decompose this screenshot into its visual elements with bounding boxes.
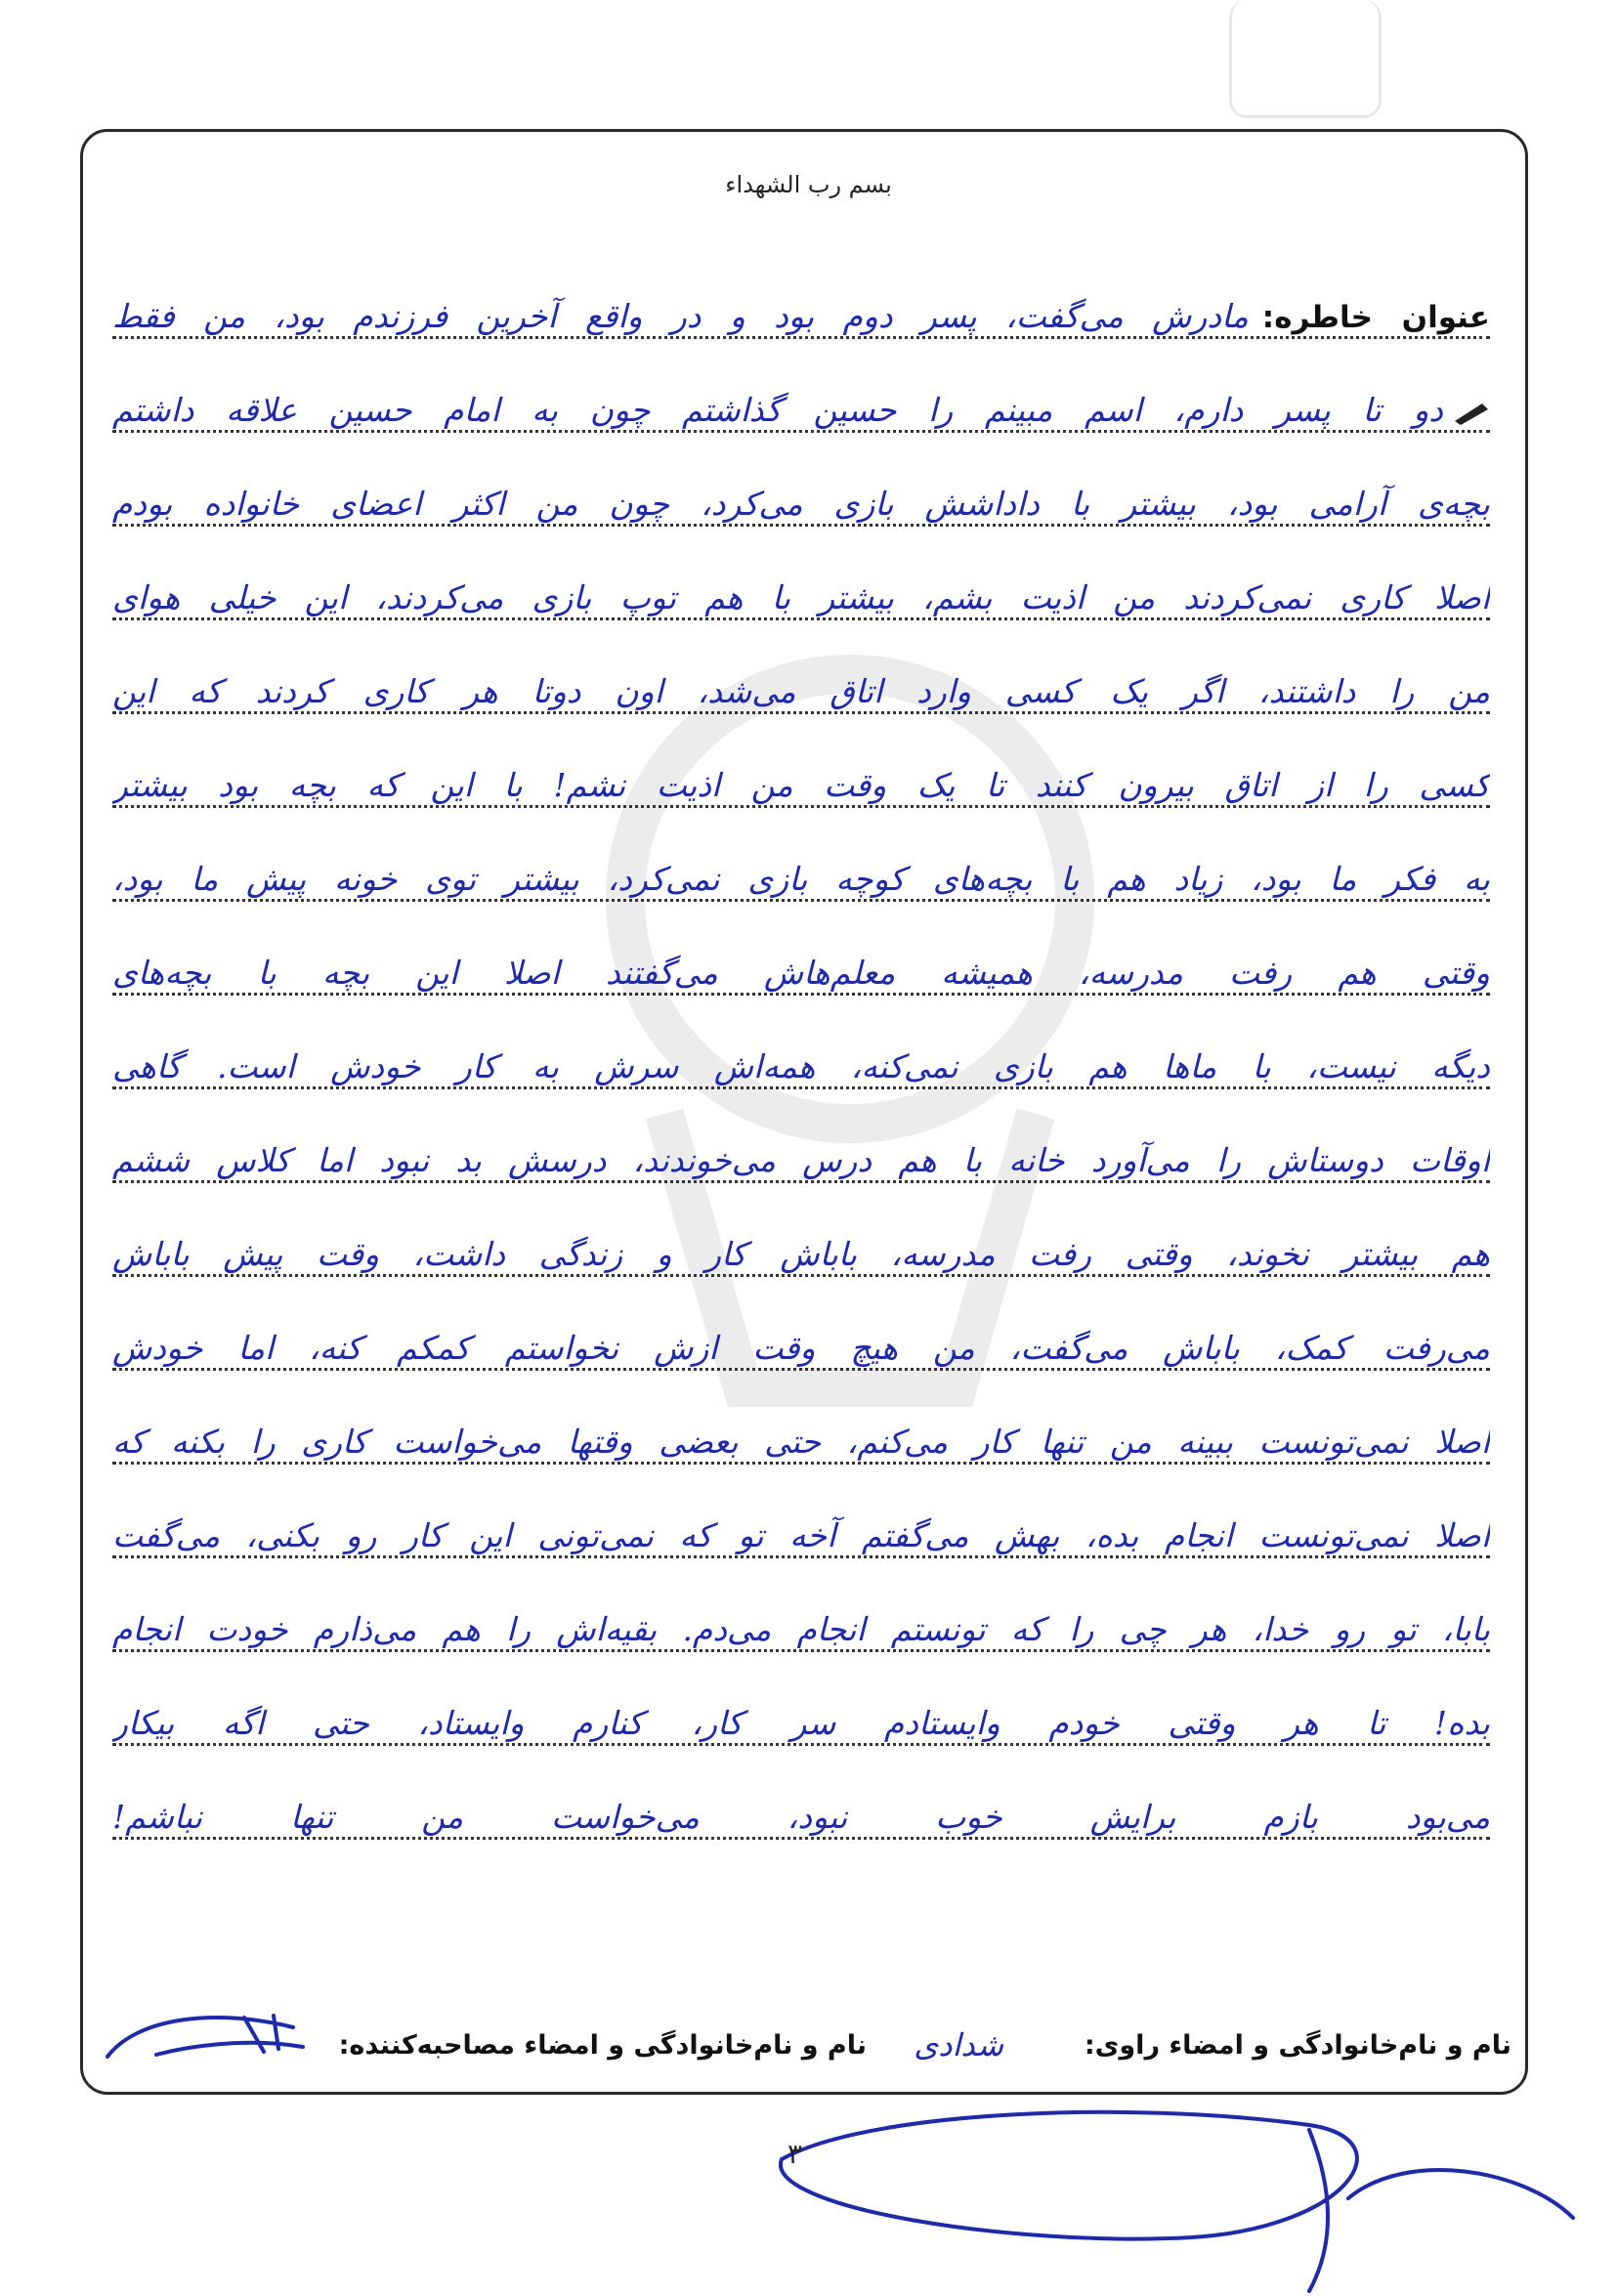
memoir-line: می‌رفت کمک، باباش می‌گفت، من هیچ وقت ازش نخواستم کمکم کنه، اما خودش [112, 1291, 1490, 1384]
interviewer-label: نام و نام‌خانوادگی و امضاء مصاحبه‌کننده: [338, 2030, 867, 2061]
memoir-line: هم بیشتر نخوند، وقتی رفت مدرسه، باباش کار و زندگی داشت، وقت پیش باباش [112, 1197, 1490, 1291]
memoir-line: اصلا نمی‌تونست ببینه من تنها کار می‌کنم، حتی بعضی وقتها می‌خواست کاری را بکنه که [112, 1384, 1490, 1478]
memoir-title-label: عنوان خاطره: [1261, 300, 1490, 335]
narrator-label: نام و نام‌خانوادگی و امضاء راوی: [1084, 2030, 1511, 2061]
pen-icon [1453, 400, 1490, 425]
memoir-body [112, 259, 1490, 1853]
memoir-line: می‌بود بازم برایش خوب نبود، می‌خواست من تنها نباشم! [112, 1760, 1490, 1853]
interviewer-signature [98, 1998, 313, 2076]
memoir-line: اصلا کاری نمی‌کردند من اذیت بشم، بیشتر با هم توپ بازی می‌کردند، این خیلی هوای [112, 540, 1490, 634]
memoir-line: بچه‌ی آرامی بود، بیشتر با داداشش بازی می‌کرد، چون من اکثر اعضای خانواده بودم [112, 446, 1490, 540]
memoir-line: دو تا پسر دارم، اسم مبینم را حسین گذاشتم چون به امام حسین علاقه داشتم [112, 353, 1490, 446]
memoir-line: کسی را از اتاق بیرون کنند تا یک وقت من اذیت نشم! با این که بچه بود بیشتر [112, 728, 1490, 822]
memoir-line: وقتی هم رفت مدرسه، همیشه معلم‌هاش می‌گفتند اصلا این بچه با بچه‌های [112, 915, 1490, 1009]
memoir-line: بده! تا هر وقتی خودم وایستادم سر کار، کنارم وایستاد، حتی اگه بیکار [112, 1666, 1490, 1760]
memoir-line: اوقات دوستاش را می‌آورد خانه با هم درس می‌خوندند، درسش بد نبود اما کلاس ششم [112, 1103, 1490, 1197]
memoir-line: به فکر ما بود، زیاد هم با بچه‌های کوچه بازی نمی‌کرد، بیشتر توی خونه پیش ما بود، [112, 822, 1490, 915]
memoir-title-line [112, 259, 1490, 353]
signature-footer [106, 2026, 1511, 2077]
page-header: بسم رب الشهداء [725, 171, 892, 198]
memoir-line: دیگه نیست، با ماها هم بازی نمی‌کنه، همه‌اش سرش به کار خودش است. گاهی [112, 1009, 1490, 1103]
narrator-name: شدادی [914, 2026, 1003, 2063]
memoir-title-text: مادرش می‌گفت، پسر دوم بود و در واقع آخرین فرزندم بود، من فقط [112, 297, 1249, 335]
page-number: ۳ [787, 2138, 803, 2170]
memoir-line: من را داشتند، اگر یک کسی وارد اتاق می‌شد، اون دوتا هر کاری کردند که این [112, 634, 1490, 728]
memoir-line: بابا، تو رو خدا، هر چی را که تونستم انجام می‌دم. بقیه‌اش را هم می‌ذارم خودت انجام [112, 1572, 1490, 1666]
bottom-signature [723, 2091, 1583, 2296]
stamp-mark [1229, 0, 1382, 118]
memoir-line: اصلا نمی‌تونست انجام بده، بهش می‌گفتم آخه تو که نمی‌تونی این کار رو بکنی، می‌گفت [112, 1478, 1490, 1572]
